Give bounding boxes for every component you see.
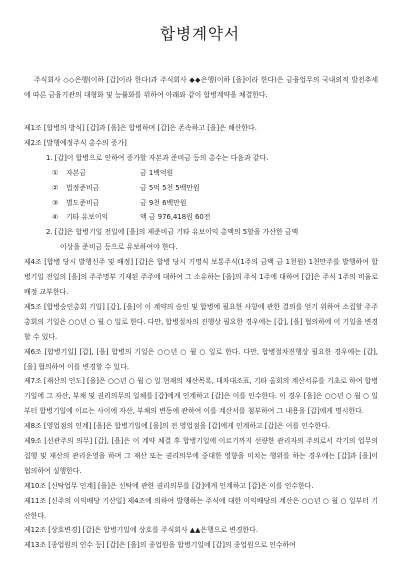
- article-2-sub-1: [24, 166, 378, 181]
- article-2-sub-4: [24, 210, 378, 225]
- article-4: 제4조 [합병 당시 발행신주 및 배정] [갑]은 합병 당시 기명식 보통주식(1주의 금액 금 1천원) 1천만주를 발행하여 합병기일 전일의 [을]의 주주명부 기재된 주주에 대하여 그 소유하는 [을]의 주식 1주에 대하여 [갑]은 주식 1주의 비율로 배정 교부한다.: [24, 258, 378, 296]
- article-2-sub-3: [24, 196, 378, 211]
- article-8: 제8조 [영업점의 인계] [을]은 합병기일에 [을]의 전 영업점을 [갑]에게 인계하고 [갑]은 이를 인수한다.: [24, 422, 331, 431]
- sub-mark: ②: [52, 183, 59, 192]
- sub-mark: ④: [52, 213, 59, 222]
- article-11: 제11조 [신주의 이익배당 기산일] 제4조에 의하여 발행하는 주식에 대한 이익배당의 계산은 ○○년 ○ 월 ○ 일부터 기산한다.: [24, 496, 378, 520]
- article-6: 제6조 [합병기일] [갑], [을] 합병의 기일은 ○○년 ○ 월 ○ 일로 한다. 다만, 합병절차진행상 필요한 경우에는 [갑], [을] 협의하여 이를 변경할 수 있다.: [24, 347, 378, 371]
- article-2-item-1: 1. [갑]이 합병으로 인하여 증가할 자본과 준비금 등의 총수는 다음과 같다.: [46, 153, 269, 162]
- sub-label: 기타 유보이익: [66, 213, 109, 222]
- article-7: 제7조 [재산의 인도] [을]은 ○○년 ○ 월 ○ 일 현재의 재산목록, 대차대조표, 기타 올회의 계산서류를 기초로 하여 합병기일에 그 자산, 부채 및 권리의무의 일체를 [갑]에게 인계하고 [갑]은 이를 인수한다. 이 경우 [을]은 ○○년 ○ 월 ○ 일부터 합병기일에 이르는 사이에 자산, 부채의 변동에 관하여 이를 계산서를 첨부하여 그 내용을 [갑]에게 명시한다.: [24, 377, 378, 416]
- sub-value: 금 5억 5천 5백만원: [140, 183, 200, 192]
- contract-body: [24, 121, 378, 553]
- sub-mark: ①: [52, 168, 59, 177]
- article-5: 제5조 [합병승인총회 기일] [갑], [을]이 이 계약의 승인 및 합병에 필요한 사항에 관한 결의를 얻기 위하여 소집할 주주총회의 기일은 ○○년 ○ 월 ○ 일로 한다. 다만, 합병절차의 진행상 필요한 경우에는 [갑], [을] 협의하에 이 기일을 변경할 수 있다.: [24, 302, 378, 341]
- article-9: 제9조 [선관주의 의무] [갑], [을]은 이 계약 체결 후 합병기일에 이르기까지 선량한 관리자의 주의로서 각기의 업무의 집행 및 재산의 관리운영을 하며 그 재산 또는 권리의무에 중대한 영향을 미치는 행위를 하는 경우에는 [갑]과 [을]이 협의하여 실행한다.: [24, 437, 378, 475]
- article-12: 제12조 [상호변경] [갑]은 합병기일에 상호를 주식회사 ▲▲은행으로 변경한다.: [24, 526, 259, 535]
- article-10: 제10조 [신탁업무 인계] [을]은 신탁에 관한 권리의무를 [갑]에게 인계하고 [갑]은 이를 인수한다.: [24, 481, 314, 490]
- article-13: 제13조 [종업원의 인수 등] [갑]은 [을]의 종업원을 합병기일에 [갑]의 종업원으로 인수하여: [24, 541, 296, 550]
- article-2-item-2-line-2: 이상을 준비금 등으로 유보하여야 한다.: [60, 243, 178, 252]
- sub-value: 액 금 976,418원 60전: [140, 213, 211, 222]
- preamble-paragraph: 주식회사 ◇◇은행(이하 [갑]이라 한다)과 주식회사 ◆◆은행(이하 [을]이라 한다)은 금융업무의 국내외적 발전추세에 따른 금융기관의 대형화 및 능률화를 위하여 아래와 같이 합병계약을 체결한다.: [24, 75, 378, 99]
- sub-mark: ③: [52, 198, 59, 207]
- document-title: 합병계약서: [160, 25, 240, 43]
- article-2-heading: 제2조 [발행예정주식 총수의 증가]: [24, 138, 127, 147]
- sub-value: 금 1백억원: [140, 168, 174, 177]
- article-2-sub-2: [24, 181, 378, 196]
- article-2-item-2-line-1: 2. [갑]은 합병기일 전일에 [을]의 제준비금 기타 유보이익 총액의 5할을 가산한 금액: [46, 228, 299, 237]
- sub-label: 별도준비금: [66, 198, 100, 207]
- sub-label: 자본금: [66, 168, 86, 177]
- sub-value: 금 9천 6백만원: [140, 198, 187, 207]
- article-2-item-2: [24, 225, 378, 255]
- article-1: 제1조 [합병의 방식] [갑]과 [을]은 합병하며 [갑]은 존속하고 [을]은 해산한다.: [24, 124, 257, 132]
- sub-label: 법정준비금: [66, 183, 100, 192]
